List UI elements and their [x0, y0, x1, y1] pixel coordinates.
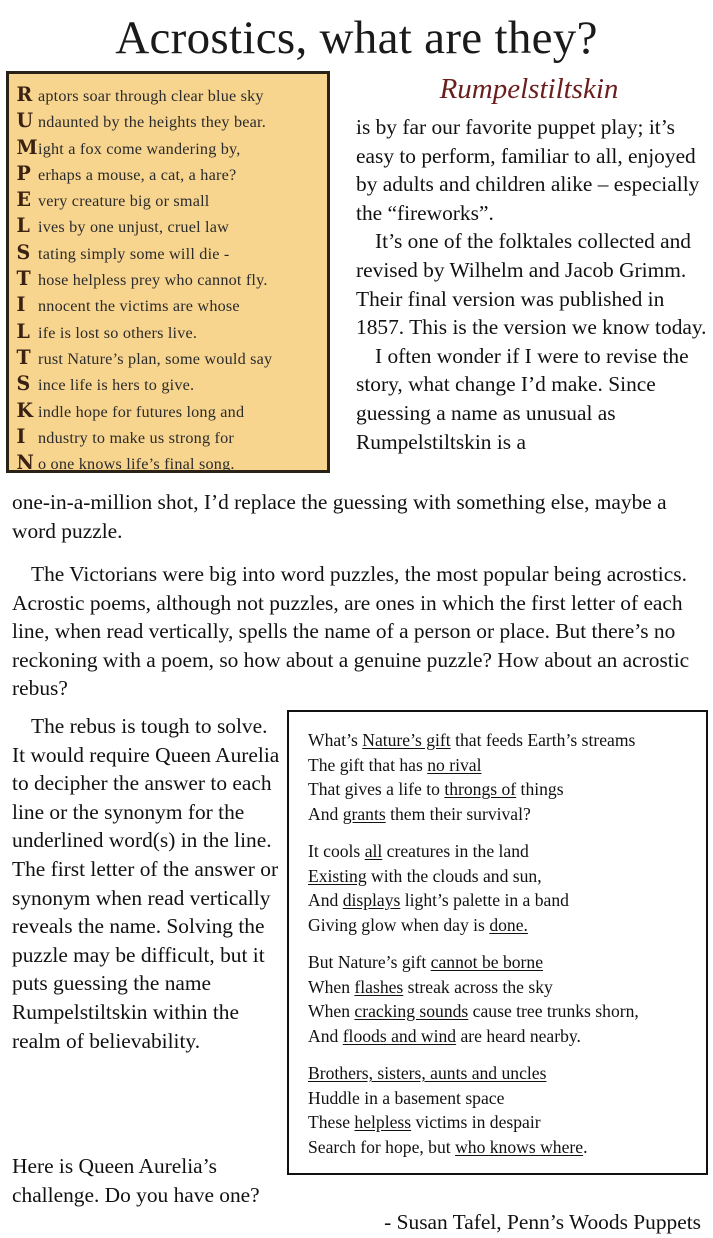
underlined-clue: floods and wind — [342, 1025, 457, 1046]
rebus-text: The gift that has — [308, 754, 428, 775]
underlined-clue: grants — [342, 803, 386, 824]
acrostic-line-text: ives by one unjust, cruel law — [38, 218, 230, 237]
underlined-clue: Brothers, sisters, aunts and uncles — [308, 1063, 547, 1083]
rebus-text: But Nature’s gift — [308, 952, 431, 972]
acrostic-line-text: ight a fox come wandering by, — [38, 139, 241, 158]
underlined-clue: throngs of — [444, 779, 517, 799]
rebus-line — [308, 975, 706, 1000]
story-title: Rumpelstiltskin — [439, 73, 619, 105]
acrostic-initial-letter: L — [16, 213, 31, 238]
acrostic-line-text: aptors soar through clear blue sky — [38, 87, 264, 105]
acrostic-line — [16, 398, 327, 424]
rebus-text: Giving glow when day is — [308, 914, 490, 935]
rebus-text: That gives a life to — [308, 779, 445, 799]
rebus-stanza — [308, 839, 706, 937]
rebus-stanza — [308, 950, 706, 1048]
rebus-text: . — [583, 1136, 588, 1157]
acrostic-initial-letter: P — [16, 160, 32, 185]
acrostic-line — [16, 292, 327, 318]
rebus-text: streak across the sky — [403, 976, 553, 997]
intro-paragraph: is by far our favorite puppet play; it’s easy to perform, familiar to all, enjoyed by adults and children alike – especially the “fireworks”. — [356, 115, 700, 225]
intro-column — [356, 113, 713, 456]
acrostic-line-text: ife is lost so others live. — [38, 323, 198, 342]
rebus-line — [308, 913, 706, 938]
acrostic-line-text: ince life is hers to give. — [38, 376, 195, 395]
rebus-text: victims in despair — [411, 1112, 541, 1132]
acrostic-line — [16, 371, 327, 397]
rebus-text: that feeds Earth’s streams — [450, 730, 636, 750]
closing-paragraph: Here is Queen Aurelia’s challenge. Do you have one? — [12, 1154, 260, 1207]
acrostic-initial-letter: T — [16, 266, 31, 291]
acrostic-initial-letter: L — [16, 318, 31, 343]
rebus-text: creatures in the land — [382, 841, 529, 861]
acrostic-line-text: indle hope for futures long and — [38, 402, 245, 421]
grimm-paragraph: It’s one of the folktales collected and revised by Wilhelm and Jacob Grimm. Their final version was published in 1857. This is the version we know today. — [356, 229, 707, 340]
revision-paragraph: I often wonder if I were to revise the story, what change I’d make. Since guessing a name as unusual as Rumpelstiltskin is a — [356, 343, 689, 454]
rebus-text: them their survival? — [385, 803, 531, 824]
rebus-line — [308, 1061, 706, 1086]
acrostic-line — [16, 187, 327, 213]
rebus-line — [308, 1024, 706, 1049]
acrostic-initial-letter: N — [16, 450, 35, 475]
rebus-line — [308, 1086, 706, 1111]
rebus-text: with the clouds and sun, — [366, 865, 542, 886]
acrostic-line-text: very creature big or small — [38, 192, 210, 211]
rebus-stanza — [308, 728, 706, 826]
acrostic-line — [16, 213, 327, 239]
acrostic-poem-box — [6, 71, 330, 473]
acrostic-initial-letter: I — [16, 292, 26, 317]
underlined-clue: displays — [342, 890, 401, 910]
acrostic-initial-letter: S — [16, 371, 31, 396]
acrostic-line — [16, 82, 327, 108]
acrostic-initial-letter: I — [16, 423, 26, 448]
acrostic-initial-letter: K — [16, 397, 34, 422]
rebus-text: When — [308, 976, 355, 997]
continuation-block — [12, 488, 707, 545]
rebus-text: And — [308, 890, 343, 910]
acrostic-line — [16, 424, 327, 450]
rebus-line — [308, 839, 706, 864]
acrostic-line — [16, 108, 327, 134]
rebus-text: When — [308, 1001, 355, 1021]
rebus-line — [308, 1135, 706, 1160]
acrostic-line — [16, 266, 327, 292]
rebus-text: And — [308, 1025, 343, 1046]
acrostic-initial-letter: T — [16, 344, 31, 369]
victorians-paragraph: The Victorians were big into word puzzles, the most popular being acrostics. Acrostic poems, although not puzzles, are ones in which the first letter of each line, when read vertically, spells the name of a person or place. But there’s no reckoning with a poem, so how about a genuine puzzle? How about an acrostic rebus? — [12, 562, 690, 701]
acrostic-line-text: ndaunted by the heights they bear. — [38, 113, 266, 132]
acrostic-line-text: nnocent the victims are whose — [38, 297, 240, 316]
page-title: Acrostics, what are they? — [115, 12, 598, 64]
acrostic-initial-letter: E — [16, 187, 32, 212]
victorians-block — [12, 560, 707, 703]
underlined-clue: Existing — [308, 865, 367, 886]
continuation-paragraph: one-in-a-million shot, I’d replace the guessing with something else, maybe a word puzzle. — [12, 490, 667, 543]
rebus-line — [308, 802, 706, 827]
acrostic-line — [16, 450, 327, 476]
rebus-text: And — [308, 803, 343, 824]
rebus-line — [308, 888, 706, 913]
underlined-clue: cannot be borne — [430, 952, 544, 972]
rebus-line — [308, 777, 706, 802]
underlined-clue: all — [364, 841, 383, 861]
underlined-clue: cracking sounds — [354, 1001, 469, 1021]
rebus-line — [308, 1110, 706, 1135]
acrostic-initial-letter: R — [16, 82, 33, 106]
underlined-clue: helpless — [354, 1112, 412, 1132]
underlined-clue: done. — [489, 914, 528, 935]
rebus-line — [308, 950, 706, 975]
acrostic-line-text: hose helpless prey who cannot fly. — [38, 271, 268, 290]
underlined-clue: Nature’s gift — [362, 730, 451, 750]
rebus-text: Huddle in a basement space — [308, 1087, 505, 1108]
acrostic-line — [16, 319, 327, 345]
underlined-clue: no rival — [427, 754, 482, 775]
acrostic-line-text: tating simply some will die - — [38, 244, 230, 263]
underlined-clue: who knows where — [455, 1136, 584, 1157]
acrostic-line-text: erhaps a mouse, a cat, a hare? — [38, 165, 237, 184]
rebus-text: cause tree trunks shorn, — [468, 1001, 639, 1021]
acrostic-line — [16, 240, 327, 266]
author-signature: - Susan Tafel, Penn’s Woods Puppets — [384, 1210, 701, 1234]
acrostic-initial-letter: M — [16, 134, 38, 159]
acrostic-initial-letter: S — [16, 239, 31, 264]
rebus-text: These — [308, 1112, 355, 1132]
rebus-text: Search for hope, but — [308, 1136, 456, 1157]
acrostic-line — [16, 161, 327, 187]
rebus-text: things — [516, 779, 564, 799]
underlined-clue: flashes — [354, 976, 404, 997]
closing-block — [12, 1152, 292, 1209]
rebus-text: light’s palette in a band — [400, 890, 569, 910]
rebus-line — [308, 999, 706, 1024]
rebus-line — [308, 753, 706, 778]
acrostic-line-text: rust Nature’s plan, some would say — [38, 349, 273, 368]
rebus-text: It cools — [308, 841, 365, 861]
rebus-line — [308, 728, 706, 753]
rebus-paragraph: The rebus is tough to solve. It would require Queen Aurelia to decipher the answer to each line or the synonym for the underlined word(s) in the line. The first letter of the answer or synonym when read vertically reveals the name. Solving the puzzle may be difficult, but it puts guessing the name Rumpelstiltskin within the realm of believability. — [12, 714, 280, 1053]
acrostic-line-text: o one knows life’s final song. — [38, 455, 235, 474]
rebus-puzzle-box — [287, 710, 708, 1175]
acrostic-initial-letter: U — [16, 108, 34, 133]
rebus-stanza — [308, 1061, 706, 1159]
acrostic-line — [16, 345, 327, 371]
rebus-explanation-column — [12, 712, 282, 1055]
acrostic-line — [16, 135, 327, 161]
rebus-text: are heard nearby. — [456, 1025, 581, 1046]
rebus-line — [308, 864, 706, 889]
rebus-text: What’s — [308, 730, 363, 750]
acrostic-line-text: ndustry to make us strong for — [38, 428, 234, 447]
